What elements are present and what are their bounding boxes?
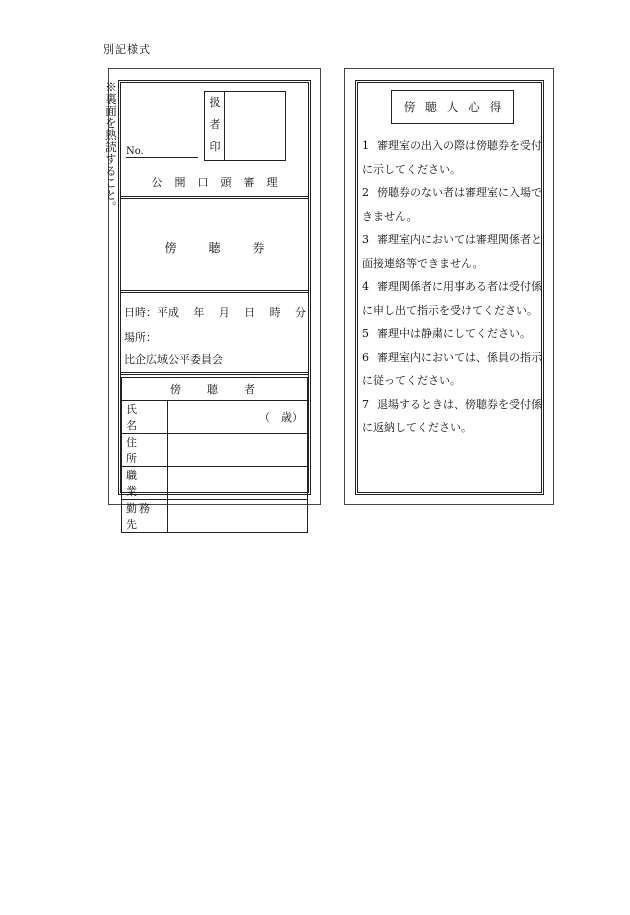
list-item [362,322,542,346]
form-heading: 別記様式 [103,43,151,56]
list-item [362,275,542,322]
list-item [362,134,542,181]
seal-divider [224,91,225,161]
place-label: 場所： [124,331,157,344]
rule-number: 4 [362,280,369,293]
table-row [122,400,308,433]
datetime-part: 時 [269,306,281,319]
table-row [122,466,308,499]
datetime-row [124,304,306,320]
rules-title: 傍聴人心得 [403,100,512,114]
divider-3 [121,372,308,375]
rule-number: 2 [362,186,369,199]
seal-char-2: 者 [209,118,221,131]
datetime-part: 月 [218,306,230,319]
field-value-name: （ 歳） [168,400,308,433]
field-value-address [168,433,308,466]
seal-char-3: 印 [209,140,221,153]
hearing-title: 公開口頭審理 [151,176,290,189]
field-label-name: 氏 名 [122,400,168,433]
rule-number: 1 [362,139,369,152]
seal-char-1: 扱 [209,96,221,109]
rule-text: 傍聴券のない者は審理室に入場できません。 [362,186,542,223]
rule-text: 退場するときは、傍聴券を受付係に返納してください。 [362,397,542,434]
attendee-header: 傍聴者 [122,378,308,401]
field-label-address: 住 所 [122,433,168,466]
datetime-part: 日時：平成 [124,306,179,319]
rule-number: 5 [362,327,369,340]
number-label: No. [126,146,144,157]
list-item [362,393,542,440]
datetime-part: 日 [244,306,256,319]
committee-name: 比企広域公平委員会 [124,353,223,366]
rule-text: 審理関係者に用事ある者は受付係に申し出て指示を受けてください。 [362,280,542,317]
field-label-workplace: 勤務先 [122,499,168,532]
list-item [362,346,542,393]
seal-label [207,92,223,158]
number-underline [126,157,198,158]
rule-text: 審理室の出入の際は傍聴券を受付に示してください。 [362,139,542,176]
rule-number: 6 [362,350,369,364]
field-value-occupation [168,466,308,499]
field-value-workplace [168,499,308,532]
table-row [122,378,308,401]
rule-text: 審理室内においては、係員の指示に従ってください。 [362,350,542,387]
list-item [362,181,542,228]
rule-text: 審理室内においては審理関係者と面接連絡等できません。 [362,233,542,270]
datetime-part: 分 [294,306,306,319]
rule-number: 3 [362,233,369,246]
rules-list [362,134,542,440]
list-item [362,228,542,275]
rule-text: 審理中は静粛にしてください。 [377,327,531,340]
divider-2 [121,290,308,293]
table-row [122,499,308,532]
table-row [122,433,308,466]
attendee-table [121,377,308,533]
vertical-note: ※裏面を熟読すること。 [104,81,118,213]
datetime-part: 年 [193,306,205,319]
divider-1 [121,196,308,199]
rule-number: 7 [362,397,369,411]
field-label-occupation: 職 業 [122,466,168,499]
ticket-title: 傍聴券 [164,241,297,255]
